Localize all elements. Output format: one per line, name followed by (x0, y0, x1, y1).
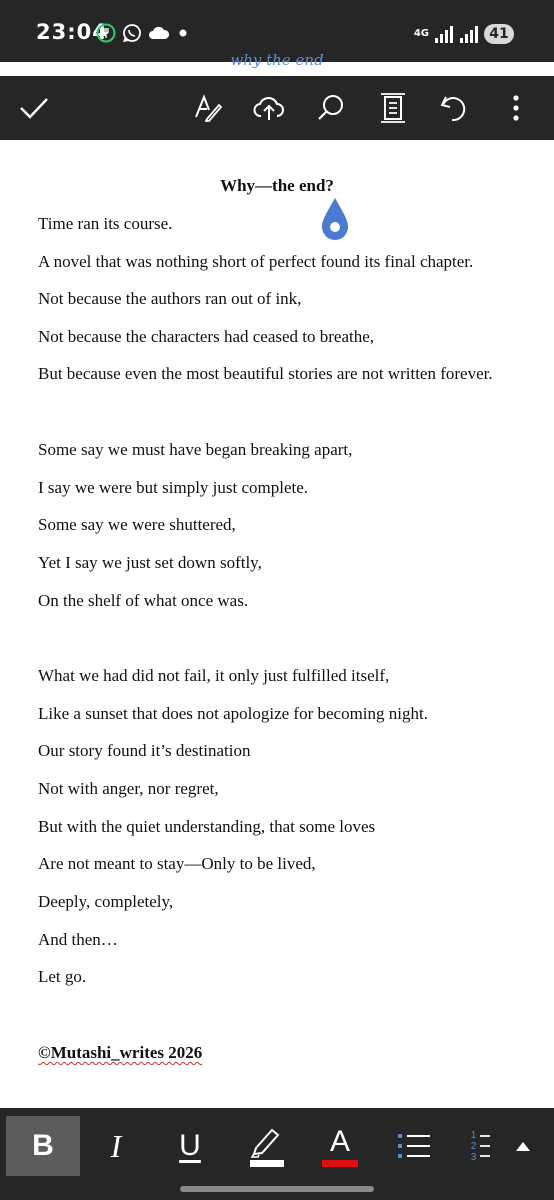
document-line: Time ran its course. (38, 214, 173, 233)
spellcheck-underlined-text[interactable]: ©Mutashi_writes 2026 (38, 1043, 203, 1062)
format-bar (0, 1108, 554, 1200)
system-icons (414, 22, 514, 46)
font-color-letter: A (329, 1124, 350, 1158)
highlight-button[interactable] (244, 1116, 288, 1176)
document-line: But with the quiet understanding, that some loves (38, 817, 376, 836)
document-line: But because even the most beautiful stories are not written forever. (38, 364, 493, 383)
font-color-swatch (322, 1160, 358, 1167)
highlighter-icon (246, 1124, 286, 1168)
page-view-icon (378, 92, 408, 124)
gesture-nav-bar[interactable] (180, 1186, 374, 1192)
status-time: 23:04 (36, 20, 108, 44)
document-line: A novel that was nothing short of perfect found its final chapter. (38, 252, 474, 271)
search-icon (316, 93, 346, 123)
text-format-pen-icon (193, 93, 223, 123)
document-line: Let go. (38, 967, 87, 986)
numbered-list-button[interactable] (466, 1116, 496, 1176)
undo-button[interactable] (435, 90, 471, 126)
document-heading: Why—the end? (220, 176, 334, 195)
cursor-handle-icon[interactable] (320, 196, 350, 242)
copyright-line (38, 1043, 202, 1063)
battery-icon: 41 (484, 24, 514, 44)
document-line: Some say we must have began breaking apart, (38, 440, 353, 459)
document-page[interactable] (0, 140, 554, 1108)
bullet-list-button[interactable] (394, 1116, 434, 1176)
document-line: On the shelf of what once was. (38, 591, 249, 610)
more-vertical-icon (511, 94, 521, 122)
search-button[interactable] (313, 90, 349, 126)
done-button[interactable] (16, 90, 52, 126)
list-digit: 1 (470, 1129, 477, 1141)
reading-view-button[interactable] (375, 90, 411, 126)
expand-toolbar-button[interactable] (508, 1116, 538, 1176)
list-digit: 2 (470, 1140, 477, 1152)
document-line: Yet I say we just set down softly, (38, 553, 262, 572)
italic-button[interactable]: I (110, 1127, 122, 1164)
document-line: What we had did not fail, it only just fulfilled itself, (38, 666, 390, 685)
document-file-title[interactable]: why the end (230, 51, 324, 69)
list-digit: 3 (470, 1151, 477, 1163)
document-line: Like a sunset that does not apologize for becoming night. (38, 704, 428, 723)
food-app-icon (96, 23, 116, 43)
font-color-button[interactable] (318, 1116, 362, 1176)
numbered-list-digits (471, 1130, 477, 1163)
dot-icon (176, 26, 190, 40)
more-options-button[interactable] (498, 90, 534, 126)
document-line: I say we were but simply just complete. (38, 478, 309, 497)
caret-up-icon (515, 1140, 531, 1152)
cloud-upload-icon (253, 94, 285, 122)
check-icon (19, 96, 49, 120)
notification-icons (96, 22, 190, 44)
editor-toolbar (0, 76, 554, 140)
signal-icon (434, 25, 454, 43)
undo-icon (438, 93, 468, 123)
document-line: Not because the characters had ceased to breathe, (38, 327, 375, 346)
numbered-list-icon (479, 1131, 491, 1161)
cloud-icon (148, 25, 170, 41)
underline-button[interactable]: U (179, 1129, 201, 1162)
document-line: Some say we were shuttered, (38, 515, 236, 534)
whatsapp-icon (122, 23, 142, 43)
document-line: Not with anger, nor regret, (38, 779, 219, 798)
document-line: Not because the authors ran out of ink, (38, 289, 302, 308)
bullet-list-icon (396, 1131, 432, 1161)
signal-icon (459, 25, 479, 43)
save-to-cloud-button[interactable] (251, 90, 287, 126)
network-type: 4G (413, 28, 429, 39)
document-line: And then… (38, 930, 118, 949)
text-format-button[interactable] (190, 90, 226, 126)
title-bar (0, 50, 554, 76)
document-line: Deeply, completely, (38, 892, 174, 911)
document-line: Our story found it’s destination (38, 741, 251, 760)
document-line: Are not meant to stay—Only to be lived, (38, 854, 316, 873)
bold-button[interactable]: B (6, 1116, 80, 1176)
